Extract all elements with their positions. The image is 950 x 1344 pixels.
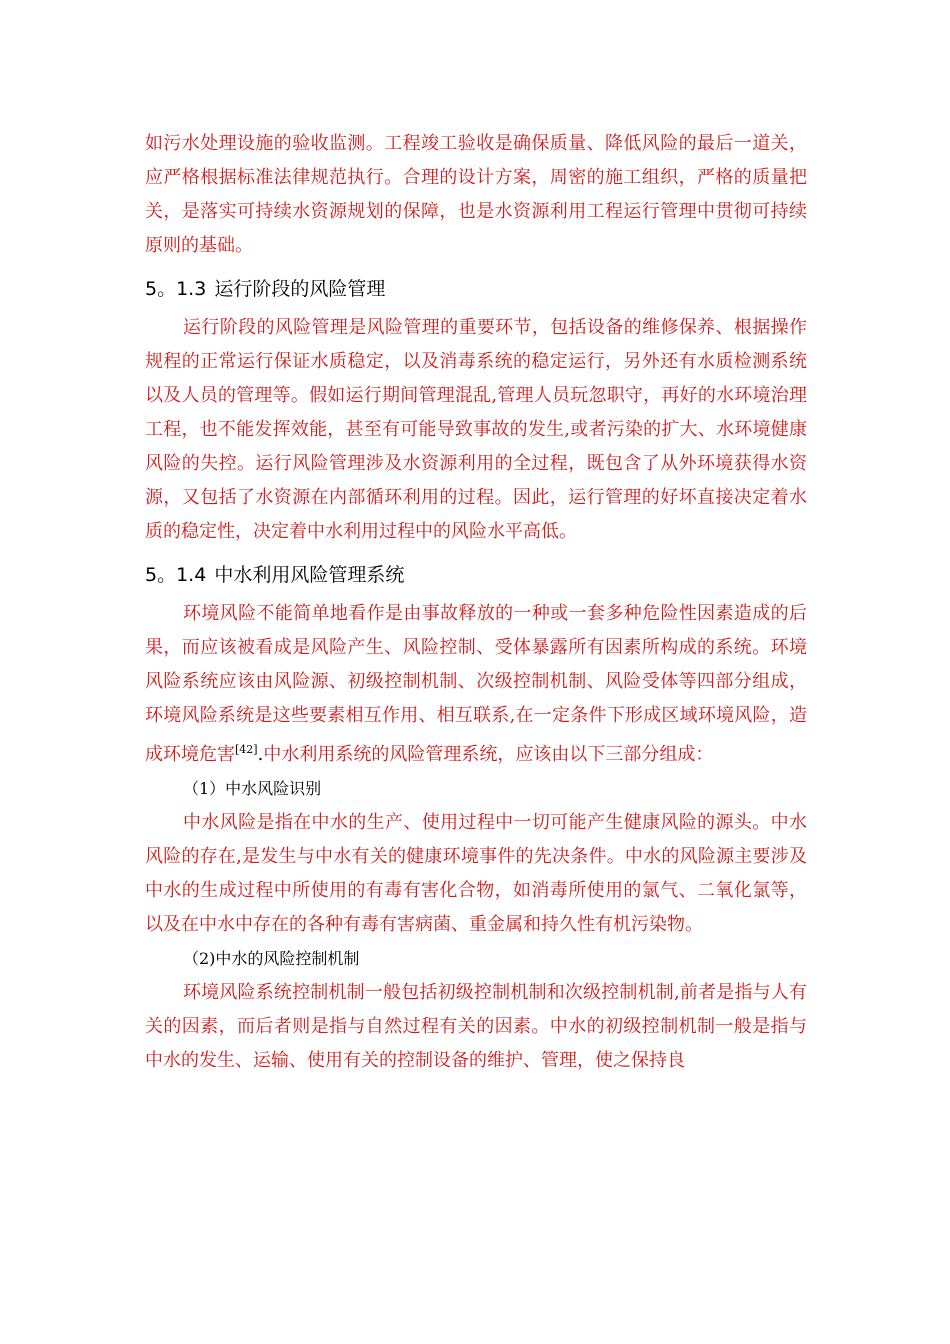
paragraph-text: 中水利用系统的风险管理系统，应该由以下三部分组成： <box>263 744 714 765</box>
paragraph-text: 环境风险不能简单地看作是由事故释放的一种或一套多种危险性因素造成的后果，而应该被看成是风险产生、风险控制、受体暴露所有因素所构成的系统。环境风险系统应该由风险源、初级控制机制、次级控制机制、风险受体等四部分组成，环境风险系统是这些要素相互作用、相互联系,在一定条件下形成区域环境风险，造成环境危害 <box>145 603 807 765</box>
paragraph-risk-control: 环境风险系统控制机制一般包括初级控制机制和次级控制机制,前者是指与人有关的因素，而后者则是指与自然过程有关的因素。中水的初级控制机制一般是指与中水的发生、运输、使用有关的控制设备的维护、管理，使之保持良 <box>145 982 807 1071</box>
section-title: 运行阶段的风险管理 <box>214 278 386 300</box>
section-heading-5-1-3 <box>145 267 807 311</box>
section-heading-5-1-4 <box>145 553 807 597</box>
section-number: 5。1.4 <box>145 564 207 586</box>
section-number: 5。1.3 <box>145 278 207 300</box>
citation-reference: [42] <box>235 743 258 756</box>
subheading-risk-identification: （1）中水风险识别 <box>183 779 322 798</box>
paragraph-risk-identification: 中水风险是指在中水的生产、使用过程中一切可能产生健康风险的源头。中水风险的存在,是发生与中水有关的健康环境事件的先决条件。中水的风险源主要涉及中水的生成过程中所使用的有毒有害化合物，如消毒所使用的氯气、二氧化氯等，以及在中水中存在的各种有毒有害病菌、重金属和持久性有机污染物。 <box>145 812 807 935</box>
subheading-risk-control: （2)中水的风险控制机制 <box>183 949 360 968</box>
citation-period: . <box>257 744 264 765</box>
paragraph-operation-risk: 运行阶段的风险管理是风险管理的重要环节，包括设备的维修保养、根据操作规程的正常运行保证水质稳定，以及消毒系统的稳定运行，另外还有水质检测系统以及人员的管理等。假如运行期间管理混乱,管理人员玩忽职守，再好的水环境治理工程，也不能发挥效能，甚至有可能导致事故的发生,或者污染的扩大、水环境健康风险的失控。运行风险管理涉及水资源利用的全过程，既包含了从外环境获得水资源，又包括了水资源在内部循环利用的过程。因此，运行管理的好坏直接决定着水质的稳定性，决定着中水利用过程中的风险水平高低。 <box>145 317 807 542</box>
paragraph-intro: 如污水处理设施的验收监测。工程竣工验收是确保质量、降低风险的最后一道关，应严格根据标准法律规范执行。合理的设计方案，周密的施工组织，严格的质量把关，是落实可持续水资源规划的保障，也是水资源利用工程运行管理中贯彻可持续原则的基础。 <box>145 133 807 256</box>
document-page <box>145 127 807 1078</box>
section-title: 中水利用风险管理系统 <box>214 564 405 586</box>
paragraph-risk-system <box>145 597 807 772</box>
